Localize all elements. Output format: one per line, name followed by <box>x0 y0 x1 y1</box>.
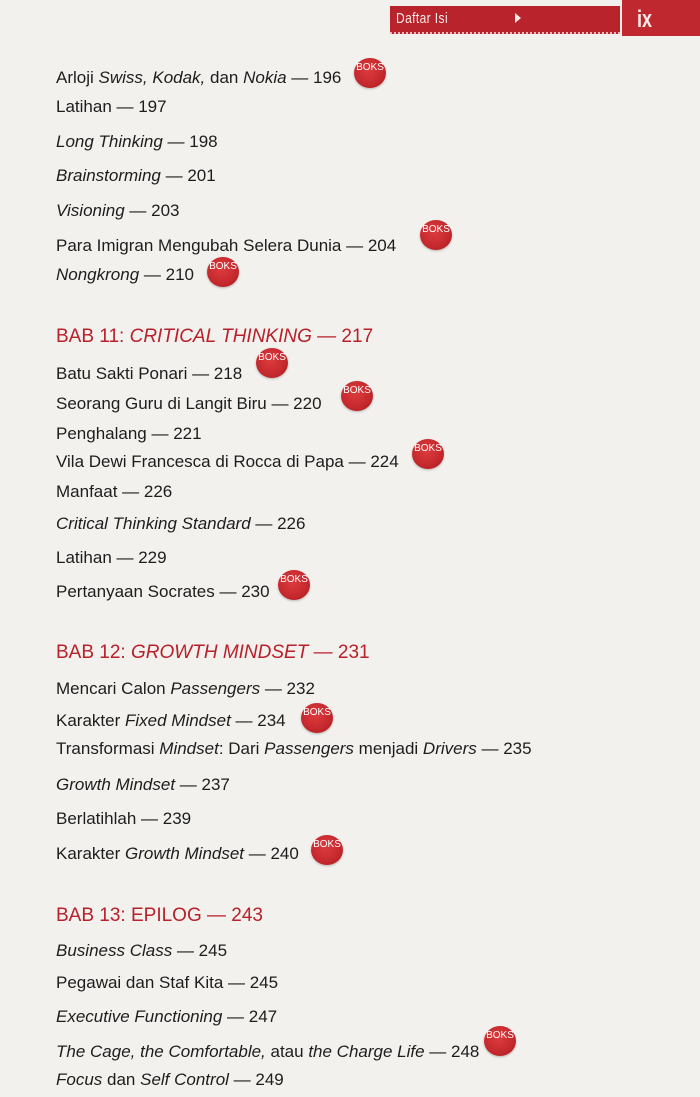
chapter-heading: BAB 12: GROWTH MINDSET — 231 <box>56 642 370 663</box>
toc-entry: Focus dan Self Control — 249 <box>56 1070 284 1089</box>
toc-entry: Transformasi Mindset: Dari Passengers menjadi Drivers — 235 <box>56 739 532 758</box>
toc-entry: Karakter Growth Mindset — 240 <box>56 844 299 863</box>
boks-badge: BOKS <box>341 381 373 411</box>
boks-badge: BOKS <box>484 1026 516 1056</box>
toc-entry: Arloji Swiss, Kodak, dan Nokia — 196 <box>56 68 342 87</box>
toc-entry: Pegawai dan Staf Kita — 245 <box>56 973 279 992</box>
toc-entry: Visioning — 203 <box>56 201 180 220</box>
toc-entry: Manfaat — 226 <box>56 482 173 501</box>
boks-badge: BOKS <box>311 835 343 865</box>
boks-badge: BOKS <box>412 439 444 469</box>
boks-badge: BOKS <box>256 348 288 378</box>
boks-badge: BOKS <box>301 703 333 733</box>
toc-entry: Business Class — 245 <box>56 941 228 960</box>
page-number: ix <box>637 6 653 33</box>
boks-badge: BOKS <box>278 570 310 600</box>
toc-entry: Latihan — 229 <box>56 548 167 567</box>
toc-entry: Penghalang — 221 <box>56 424 202 443</box>
toc-entry: Batu Sakti Ponari — 218 <box>56 364 243 383</box>
toc-entry: Long Thinking — 198 <box>56 132 218 151</box>
toc-entry: Growth Mindset — 237 <box>56 775 230 794</box>
toc-entry: Brainstorming — 201 <box>56 166 216 185</box>
header-bar <box>390 6 620 34</box>
toc-entry: Nongkrong — 210 <box>56 265 194 284</box>
chapter-heading: BAB 11: CRITICAL THINKING — 217 <box>56 326 374 347</box>
toc-entry: Berlatihlah — 239 <box>56 809 192 828</box>
chapter-heading: BAB 13: EPILOG — 243 <box>56 905 263 926</box>
toc-entry: Executive Functioning — 247 <box>56 1007 278 1026</box>
section-title: Daftar Isi <box>396 10 449 27</box>
toc-entry: Latihan — 197 <box>56 97 167 116</box>
page-number-block <box>622 0 700 36</box>
toc-entry: Para Imigran Mengubah Selera Dunia — 204 <box>56 236 397 255</box>
toc-entry: Karakter Fixed Mindset — 234 <box>56 711 286 730</box>
toc-entry: Vila Dewi Francesca di Rocca di Papa — 224 <box>56 452 399 471</box>
toc-entry: Mencari Calon Passengers — 232 <box>56 679 315 698</box>
boks-badge: BOKS <box>354 58 386 88</box>
arrow-right-icon <box>515 13 521 23</box>
boks-badge: BOKS <box>420 220 452 250</box>
toc-entry: Critical Thinking Standard — 226 <box>56 514 306 533</box>
boks-badge: BOKS <box>207 257 239 287</box>
toc-entry: Seorang Guru di Langit Biru — 220 <box>56 394 322 413</box>
toc-entry: The Cage, the Comfortable, atau the Charge Life — 248 <box>56 1042 480 1061</box>
toc-entry: Pertanyaan Socrates — 230 <box>56 582 270 601</box>
